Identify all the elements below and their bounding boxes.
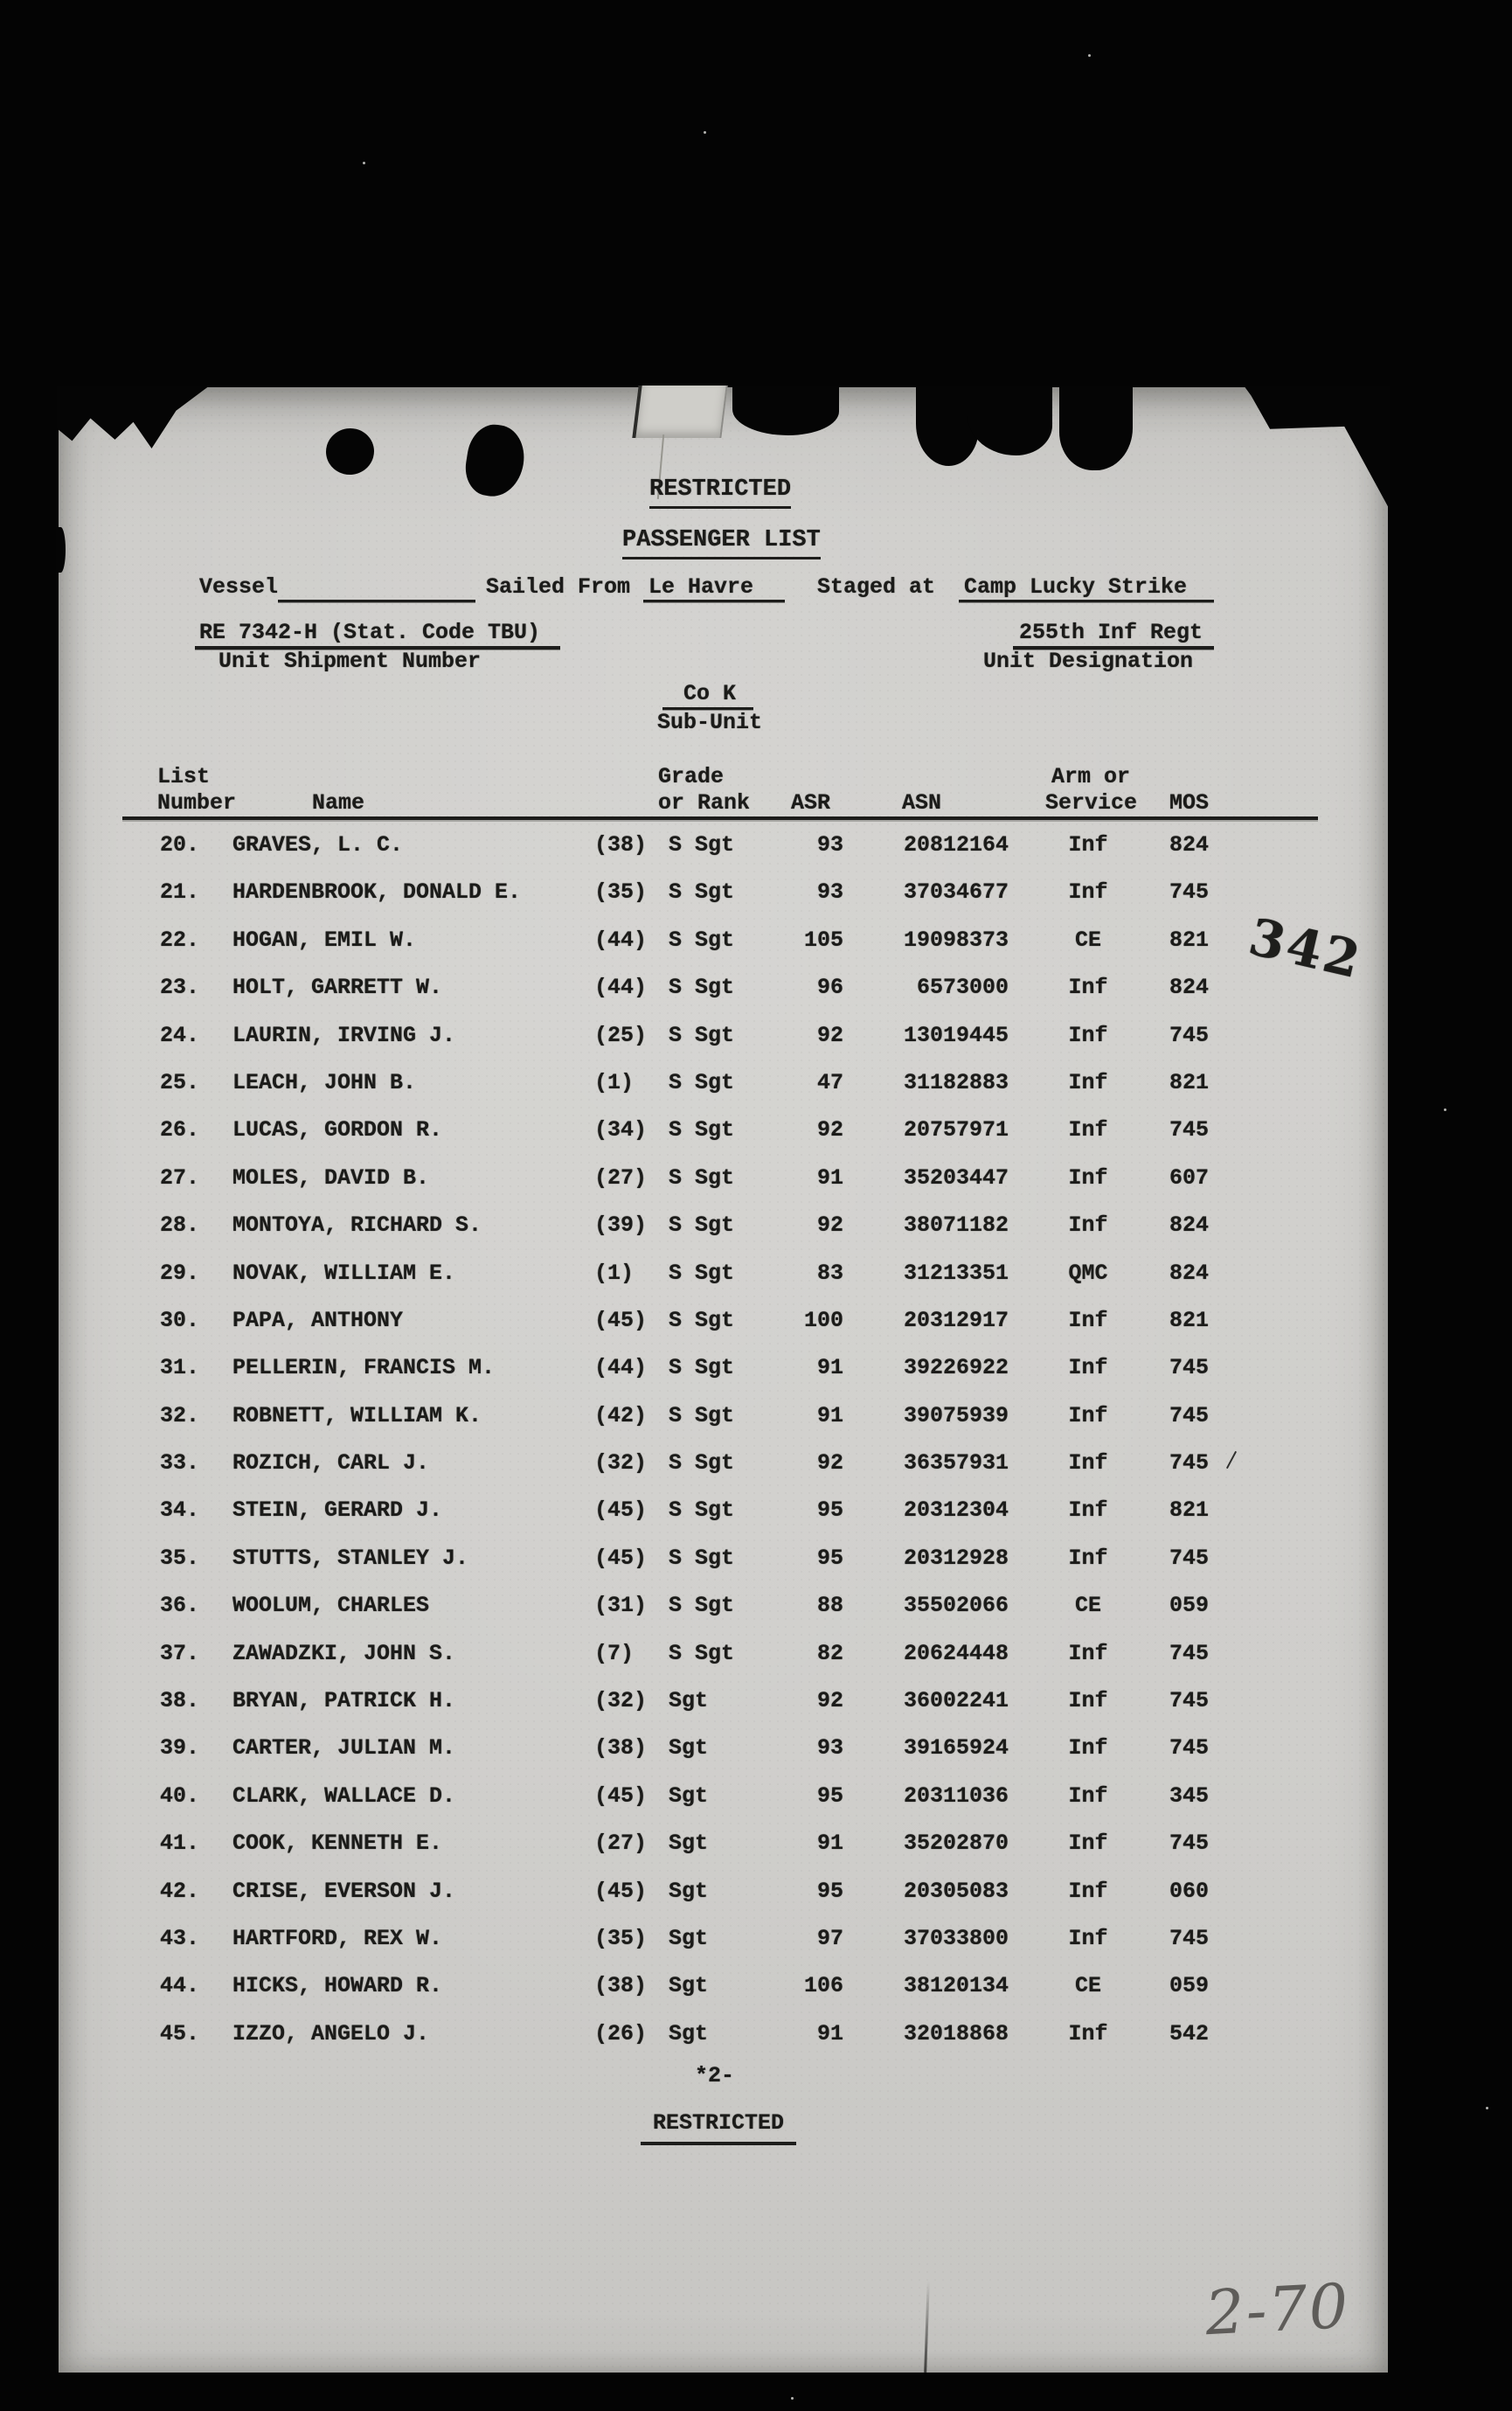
- row-asn: 35203447: [903, 1164, 1009, 1191]
- row-asr: 82: [816, 1640, 843, 1666]
- ink-blot: [323, 425, 378, 477]
- row-service: CE: [1074, 1593, 1101, 1619]
- row-mos: 824: [1169, 1260, 1210, 1286]
- row-asr: 91: [816, 1164, 843, 1191]
- row-asn: 20311036: [903, 1782, 1009, 1809]
- row-service: Inf: [1068, 1735, 1108, 1761]
- row-asr: 91: [816, 1355, 843, 1381]
- row-rank: S Sgt: [669, 1355, 735, 1381]
- row-list-number: 33.: [160, 1450, 200, 1476]
- table-row: [59, 1497, 1388, 1545]
- row-list-number: 24.: [160, 1022, 200, 1048]
- row-mos: 824: [1169, 832, 1210, 858]
- torn-corner-top-right: [1244, 386, 1390, 510]
- row-name: COOK, KENNETH E.: [232, 1831, 443, 1857]
- staged-at-value: Camp Lucky Strike: [964, 574, 1188, 600]
- tape-fragment: [632, 386, 727, 438]
- table-row: [59, 1212, 1388, 1260]
- col-header-asr: ASR: [791, 790, 831, 816]
- table-row: [59, 1735, 1388, 1782]
- row-mos: 745: [1169, 1402, 1210, 1428]
- row-name: NOVAK, WILLIAM E.: [232, 1260, 456, 1286]
- page-number: *2-: [695, 2063, 735, 2088]
- row-list-number: 38.: [160, 1688, 200, 1714]
- row-rank: S Sgt: [669, 1497, 735, 1524]
- row-name: MOLES, DAVID B.: [232, 1164, 430, 1191]
- row-mos: 345: [1169, 1782, 1210, 1809]
- vessel-blank-line: [278, 600, 475, 602]
- row-asr: 91: [816, 1831, 843, 1857]
- table-row: [59, 2021, 1388, 2068]
- row-service: Inf: [1068, 1497, 1108, 1524]
- row-asr: 97: [816, 1925, 843, 1951]
- row-asn: 35502066: [903, 1593, 1009, 1619]
- row-rank: S Sgt: [669, 1022, 735, 1048]
- row-mos: 824: [1169, 1212, 1210, 1239]
- row-list-number: 43.: [160, 1925, 200, 1951]
- row-service: CE: [1074, 1973, 1101, 1999]
- row-asn: 13019445: [903, 1022, 1009, 1048]
- row-name: WOOLUM, CHARLES: [232, 1593, 430, 1619]
- row-list-number: 25.: [160, 1069, 200, 1095]
- row-name: HARTFORD, REX W.: [232, 1925, 443, 1951]
- row-group: (38): [594, 1973, 648, 1999]
- row-group: (38): [594, 832, 648, 858]
- row-name: PAPA, ANTHONY: [232, 1307, 404, 1333]
- row-asn: 19098373: [903, 927, 1009, 953]
- row-service: Inf: [1068, 1640, 1108, 1666]
- row-mos: 745: [1169, 1831, 1210, 1857]
- row-name: ZAWADZKI, JOHN S.: [232, 1640, 456, 1666]
- row-list-number: 41.: [160, 1831, 200, 1857]
- row-rank: S Sgt: [669, 1260, 735, 1286]
- row-rank: S Sgt: [669, 1117, 735, 1143]
- row-name: ROBNETT, WILLIAM K.: [232, 1402, 482, 1428]
- table-row: [59, 1879, 1388, 1926]
- row-name: HOLT, GARRETT W.: [232, 975, 443, 1001]
- row-group: (27): [594, 1164, 648, 1191]
- row-asr: 105: [803, 927, 843, 953]
- row-asr: 92: [816, 1117, 843, 1143]
- ink-blot: [461, 420, 529, 500]
- row-asn: 39226922: [903, 1355, 1009, 1381]
- row-group: (44): [594, 1355, 648, 1381]
- bottom-crease: [924, 2281, 930, 2373]
- row-list-number: 27.: [160, 1164, 200, 1191]
- col-header-grade: Grade: [658, 764, 725, 789]
- staged-at-underline: [959, 600, 1214, 602]
- row-mos: 745: [1169, 1022, 1210, 1048]
- torn-edge-left-notch: [56, 527, 66, 573]
- row-service: Inf: [1068, 1782, 1108, 1809]
- row-asr: 91: [816, 1402, 843, 1428]
- row-asr: 88: [816, 1593, 843, 1619]
- row-asn: 37034677: [903, 879, 1009, 906]
- row-list-number: 42.: [160, 1878, 200, 1904]
- row-group: (32): [594, 1450, 648, 1476]
- row-asn: 6573000: [916, 975, 1009, 1001]
- row-group: (45): [594, 1545, 648, 1571]
- row-mos: 745: [1169, 1545, 1210, 1571]
- row-list-number: 37.: [160, 1640, 200, 1666]
- row-asn: 31213351: [903, 1260, 1009, 1286]
- row-service: Inf: [1068, 1402, 1108, 1428]
- row-name: STUTTS, STANLEY J.: [232, 1545, 469, 1571]
- torn-edge-top-left: [57, 386, 210, 448]
- row-group: (45): [594, 1497, 648, 1524]
- row-rank: Sgt: [669, 1831, 709, 1857]
- row-service: Inf: [1068, 1164, 1108, 1191]
- row-asr: 47: [816, 1069, 843, 1095]
- row-group: (1): [594, 1069, 635, 1095]
- row-mos: 059: [1169, 1593, 1210, 1619]
- row-rank: S Sgt: [669, 1164, 735, 1191]
- row-group: (25): [594, 1022, 648, 1048]
- row-service: Inf: [1068, 832, 1108, 858]
- row-list-number: 39.: [160, 1735, 200, 1761]
- row-list-number: 40.: [160, 1782, 200, 1809]
- table-row: [59, 1926, 1388, 1973]
- row-asn: 31182883: [903, 1069, 1009, 1095]
- col-header-name: Name: [312, 790, 365, 816]
- row-asr: 92: [816, 1212, 843, 1239]
- row-mos: 745: [1169, 1355, 1210, 1381]
- row-group: (39): [594, 1212, 648, 1239]
- shipment-number-value: RE 7342-H (Stat. Code TBU): [199, 620, 541, 645]
- row-mos: 607: [1169, 1164, 1210, 1191]
- col-header-asn: ASN: [902, 790, 942, 816]
- row-asn: 36357931: [903, 1450, 1009, 1476]
- row-list-number: 44.: [160, 1973, 200, 1999]
- row-service: Inf: [1068, 2020, 1108, 2046]
- row-asr: 106: [803, 1973, 843, 1999]
- row-mos: 821: [1169, 1497, 1210, 1524]
- row-name: LAURIN, IRVING J.: [232, 1022, 456, 1048]
- row-group: (42): [594, 1402, 648, 1428]
- row-list-number: 20.: [160, 832, 200, 858]
- row-name: CLARK, WALLACE D.: [232, 1782, 456, 1809]
- row-name: IZZO, ANGELO J.: [232, 2020, 430, 2046]
- row-group: (44): [594, 927, 648, 953]
- table-row: [59, 1261, 1388, 1308]
- handwritten-note: 2-70: [1203, 2269, 1352, 2350]
- row-rank: Sgt: [669, 1735, 709, 1761]
- page-title: PASSENGER LIST: [622, 529, 821, 559]
- row-group: (1): [594, 1260, 635, 1286]
- table-row: [59, 1973, 1388, 2020]
- row-list-number: 31.: [160, 1355, 200, 1381]
- row-asr: 96: [816, 975, 843, 1001]
- row-group: (45): [594, 1307, 648, 1333]
- table-row: [59, 1641, 1388, 1688]
- unit-designation-value: 255th Inf Regt: [1019, 620, 1203, 645]
- table-row: [59, 1117, 1388, 1164]
- table-row: [59, 1070, 1388, 1117]
- row-asn: 20312917: [903, 1307, 1009, 1333]
- row-service: Inf: [1068, 1878, 1108, 1904]
- classification-banner-top: RESTRICTED: [649, 478, 791, 509]
- row-mos: 542: [1169, 2020, 1210, 2046]
- table-row: [59, 1783, 1388, 1831]
- row-rank: S Sgt: [669, 832, 735, 858]
- row-list-number: 28.: [160, 1212, 200, 1239]
- row-list-number: 35.: [160, 1545, 200, 1571]
- sailed-from-underline: [643, 600, 785, 602]
- row-group: (7): [594, 1640, 635, 1666]
- row-service: Inf: [1068, 879, 1108, 906]
- row-group: (32): [594, 1688, 648, 1714]
- row-rank: Sgt: [669, 1878, 709, 1904]
- row-asn: 38120134: [903, 1973, 1009, 1999]
- col-header-list: List: [157, 764, 211, 789]
- col-header-service: Service: [1045, 790, 1138, 816]
- row-group: (31): [594, 1593, 648, 1619]
- row-asr: 92: [816, 1022, 843, 1048]
- row-asn: 39075939: [903, 1402, 1009, 1428]
- row-mos: 745: [1169, 1925, 1210, 1951]
- row-group: (45): [594, 1878, 648, 1904]
- table-row: [59, 1688, 1388, 1735]
- shipment-number-label: Unit Shipment Number: [218, 649, 482, 674]
- row-rank: S Sgt: [669, 1545, 735, 1571]
- dust-speck: [363, 162, 365, 164]
- row-group: (27): [594, 1831, 648, 1857]
- row-list-number: 32.: [160, 1402, 200, 1428]
- row-group: (26): [594, 2020, 648, 2046]
- torn-edge-right: [1059, 386, 1133, 470]
- table-row: [59, 1165, 1388, 1212]
- row-rank: S Sgt: [669, 927, 735, 953]
- table-row: [59, 975, 1388, 1022]
- table-row: [59, 1308, 1388, 1355]
- row-name: BRYAN, PATRICK H.: [232, 1688, 456, 1714]
- row-service: Inf: [1068, 1831, 1108, 1857]
- row-service: Inf: [1068, 1925, 1108, 1951]
- table-row: [59, 879, 1388, 927]
- row-asr: 93: [816, 832, 843, 858]
- row-rank: S Sgt: [669, 1593, 735, 1619]
- row-mos: 745: [1169, 1450, 1210, 1476]
- row-asr: 92: [816, 1688, 843, 1714]
- torn-edge-center: [732, 386, 839, 435]
- table-row: [59, 928, 1388, 975]
- torn-edge-right: [968, 386, 1052, 455]
- row-service: Inf: [1068, 1450, 1108, 1476]
- row-asr: 95: [816, 1782, 843, 1809]
- row-asn: 20312928: [903, 1545, 1009, 1571]
- row-rank: Sgt: [669, 1782, 709, 1809]
- row-asr: 95: [816, 1545, 843, 1571]
- row-list-number: 29.: [160, 1260, 200, 1286]
- row-mos: 821: [1169, 1307, 1210, 1333]
- row-group: (45): [594, 1782, 648, 1809]
- vessel-label: Vessel: [199, 574, 279, 600]
- row-list-number: 22.: [160, 927, 200, 953]
- sub-unit-value: Co K: [683, 681, 737, 706]
- row-mos: 745: [1169, 879, 1210, 906]
- row-rank: Sgt: [669, 2020, 709, 2046]
- row-mos: 060: [1169, 1878, 1210, 1904]
- row-rank: S Sgt: [669, 1402, 735, 1428]
- row-name: PELLERIN, FRANCIS M.: [232, 1355, 496, 1381]
- unit-designation-label: Unit Designation: [983, 649, 1194, 674]
- row-asr: 95: [816, 1878, 843, 1904]
- row-asn: 35202870: [903, 1831, 1009, 1857]
- table-row: [59, 1546, 1388, 1593]
- row-service: Inf: [1068, 1307, 1108, 1333]
- row-group: (44): [594, 975, 648, 1001]
- row-mos: 745: [1169, 1640, 1210, 1666]
- dust-speck: [1486, 2107, 1488, 2109]
- row-name: CRISE, EVERSON J.: [232, 1878, 456, 1904]
- dust-speck: [791, 2397, 794, 2400]
- row-group: (38): [594, 1735, 648, 1761]
- row-rank: Sgt: [669, 1688, 709, 1714]
- dust-speck: [1088, 54, 1091, 57]
- row-list-number: 23.: [160, 975, 200, 1001]
- table-row: [59, 1355, 1388, 1402]
- row-mos: 745: [1169, 1735, 1210, 1761]
- table-row: [59, 1450, 1388, 1497]
- table-header-rule: [122, 816, 1318, 820]
- dust-speck: [1444, 1108, 1446, 1111]
- row-list-number: 36.: [160, 1593, 200, 1619]
- row-name: HICKS, HOWARD R.: [232, 1973, 443, 1999]
- row-name: LEACH, JOHN B.: [232, 1069, 417, 1095]
- row-asr: 83: [816, 1260, 843, 1286]
- row-rank: S Sgt: [669, 1450, 735, 1476]
- row-service: Inf: [1068, 1117, 1108, 1143]
- row-service: Inf: [1068, 1069, 1108, 1095]
- row-service: Inf: [1068, 1022, 1108, 1048]
- row-rank: Sgt: [669, 1925, 709, 1951]
- paper-sheet: [59, 387, 1388, 2373]
- row-name: MONTOYA, RICHARD S.: [232, 1212, 482, 1239]
- row-asn: 20312304: [903, 1497, 1009, 1524]
- passenger-table: [59, 832, 1388, 2068]
- sub-unit-label: Sub-Unit: [657, 710, 763, 735]
- row-name: ROZICH, CARL J.: [232, 1450, 430, 1476]
- sailed-from-value: Le Havre: [648, 574, 754, 600]
- row-service: Inf: [1068, 1355, 1108, 1381]
- row-service: QMC: [1068, 1260, 1108, 1286]
- row-rank: S Sgt: [669, 975, 735, 1001]
- row-service: CE: [1074, 927, 1101, 953]
- row-mos: 824: [1169, 975, 1210, 1001]
- row-group: (35): [594, 1925, 648, 1951]
- row-list-number: 34.: [160, 1497, 200, 1524]
- row-group: (34): [594, 1117, 648, 1143]
- col-header-mos: MOS: [1169, 790, 1210, 816]
- row-name: CARTER, JULIAN M.: [232, 1735, 456, 1761]
- row-rank: S Sgt: [669, 1307, 735, 1333]
- row-mos: 745: [1169, 1688, 1210, 1714]
- row-asn: 20757971: [903, 1117, 1009, 1143]
- row-service: Inf: [1068, 975, 1108, 1001]
- row-name: LUCAS, GORDON R.: [232, 1117, 443, 1143]
- classification-banner-bottom: RESTRICTED: [641, 2111, 796, 2145]
- row-rank: S Sgt: [669, 1212, 735, 1239]
- row-mos: 059: [1169, 1973, 1210, 1999]
- row-asn: 38071182: [903, 1212, 1009, 1239]
- table-row: [59, 1403, 1388, 1450]
- stamp-number: 342: [1244, 907, 1369, 990]
- row-mos: 821: [1169, 1069, 1210, 1095]
- col-header-arm-or: Arm or: [1051, 764, 1131, 789]
- row-asn: 20812164: [903, 832, 1009, 858]
- row-rank: S Sgt: [669, 1640, 735, 1666]
- col-header-or-rank: or Rank: [658, 790, 751, 816]
- row-name: HOGAN, EMIL W.: [232, 927, 417, 953]
- row-asn: 37033800: [903, 1925, 1009, 1951]
- row-asn: 20624448: [903, 1640, 1009, 1666]
- row-mos: 745: [1169, 1117, 1210, 1143]
- dust-speck: [704, 131, 706, 134]
- row-group: (35): [594, 879, 648, 906]
- row-asn: 20305083: [903, 1878, 1009, 1904]
- row-asn: 36002241: [903, 1688, 1009, 1714]
- row-asn: 39165924: [903, 1735, 1009, 1761]
- table-row: [59, 1831, 1388, 1878]
- col-header-number: Number: [157, 790, 237, 816]
- row-asr: 100: [803, 1307, 843, 1333]
- row-list-number: 26.: [160, 1117, 200, 1143]
- row-asr: 95: [816, 1497, 843, 1524]
- row-rank: S Sgt: [669, 879, 735, 906]
- row-service: Inf: [1068, 1688, 1108, 1714]
- row-name: HARDENBROOK, DONALD E.: [232, 879, 522, 906]
- row-rank: S Sgt: [669, 1069, 735, 1095]
- row-asr: 93: [816, 1735, 843, 1761]
- row-asr: 92: [816, 1450, 843, 1476]
- staged-at-label: Staged at: [817, 574, 936, 600]
- row-service: Inf: [1068, 1545, 1108, 1571]
- row-asr: 93: [816, 879, 843, 906]
- row-mos: 821: [1169, 927, 1210, 953]
- row-list-number: 45.: [160, 2020, 200, 2046]
- row-asr: 91: [816, 2020, 843, 2046]
- row-name: GRAVES, L. C.: [232, 832, 404, 858]
- sailed-from-label: Sailed From: [486, 574, 631, 600]
- row-name: STEIN, GERARD J.: [232, 1497, 443, 1524]
- table-row: [59, 832, 1388, 879]
- row-rank: Sgt: [669, 1973, 709, 1999]
- table-row: [59, 1593, 1388, 1640]
- table-row: [59, 1023, 1388, 1070]
- row-list-number: 21.: [160, 879, 200, 906]
- row-asn: 32018868: [903, 2020, 1009, 2046]
- row-list-number: 30.: [160, 1307, 200, 1333]
- row-service: Inf: [1068, 1212, 1108, 1239]
